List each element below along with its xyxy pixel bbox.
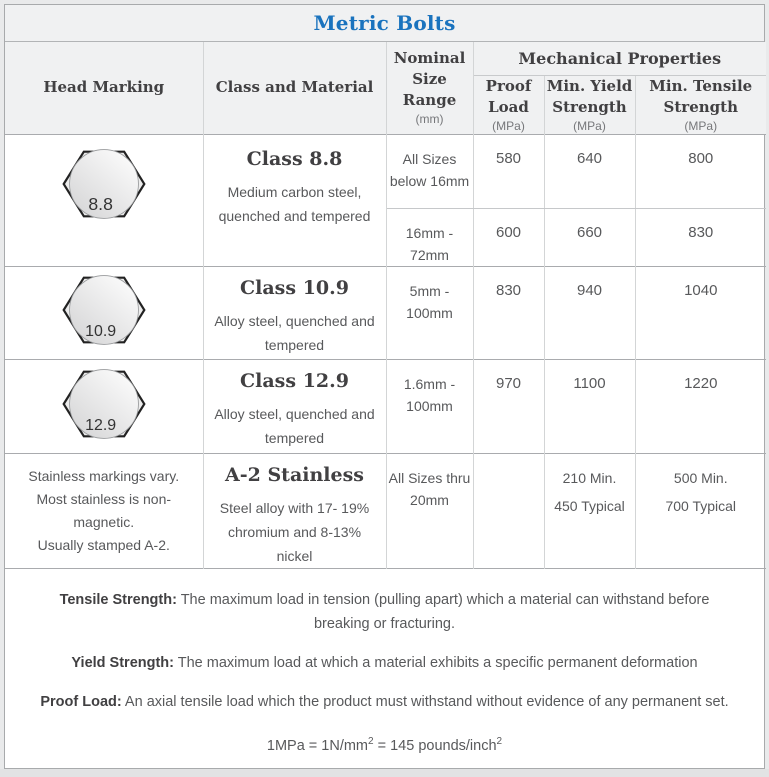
- col-header-head-marking: Head Marking: [5, 42, 203, 134]
- min-yield-min: 210 Min.: [562, 469, 617, 486]
- proof-load-value: [473, 453, 544, 568]
- size-range-cell: All Sizes thru 20mm: [386, 453, 473, 568]
- head-marking-cell-10-9: [5, 266, 203, 359]
- note-text: The maximum load at which a material exhibits a specific permanent deformation: [173, 654, 698, 671]
- unit-mm: (mm): [415, 112, 444, 127]
- metric-bolts-table: [5, 42, 766, 569]
- hex-bolt-head-icon: [62, 366, 146, 442]
- note-label: Yield Strength:: [71, 654, 174, 671]
- proof-load-value: 830: [473, 266, 544, 359]
- min-tensile-typical: 700 Typical: [665, 497, 737, 514]
- class-cell-10-9: [203, 266, 386, 359]
- min-yield-value: 940: [544, 266, 635, 359]
- col-header-min-tensile: [635, 75, 766, 134]
- class-name: Class 12.9: [240, 369, 349, 392]
- table-header: [5, 42, 766, 134]
- unit-mpa: (MPa): [684, 118, 718, 133]
- min-tensile-min: 500 Min.: [673, 469, 728, 486]
- min-yield-label: Min. Yield Strength: [546, 76, 633, 116]
- min-yield-value: 660: [544, 208, 635, 266]
- min-tensile-value: 830: [688, 223, 714, 241]
- conversion-superscript: 2: [496, 735, 503, 747]
- min-yield-typical: 450 Typical: [554, 497, 625, 514]
- conversion-superscript: 2: [368, 735, 374, 747]
- table-row-class-10-9: [5, 266, 766, 359]
- class-cell-a2: [203, 453, 386, 568]
- table-row-class-8-8-a: [5, 134, 766, 208]
- col-header-min-yield: [544, 75, 635, 134]
- min-yield-value: [544, 453, 635, 568]
- note-text: The maximum load in tension (pulling apart) which a material can withstand before breaking or fracturing.: [176, 591, 710, 632]
- header-row-top: [5, 42, 766, 75]
- class-description: Alloy steel, quenched and tempered: [214, 312, 375, 353]
- min-tensile-value: 800: [635, 134, 766, 208]
- min-yield-value: 1100: [544, 359, 635, 453]
- conversion-text: 1MPa = 1N/mm: [266, 737, 369, 754]
- class-description: Steel alloy with 17- 19% chromium and 8-13% nickel: [219, 499, 370, 564]
- head-marking-stamp: 12.9: [84, 416, 116, 434]
- hex-bolt-head-icon: [62, 146, 146, 222]
- proof-load-value: 600: [473, 208, 544, 266]
- head-marking-stamp: 10.9: [84, 322, 116, 340]
- note-tensile-strength: [33, 588, 736, 636]
- size-range-cell: 5mm - 100mm: [386, 266, 473, 359]
- table-row-a2-stainless: [5, 453, 766, 568]
- table-body: [5, 134, 766, 568]
- unit-mpa: (MPa): [492, 118, 525, 133]
- class-name: Class 10.9: [240, 276, 349, 299]
- head-marking-stamp: 8.8: [88, 193, 113, 214]
- page-title: Metric Bolts: [5, 5, 764, 42]
- stainless-note-line: Usually stamped A-2.: [37, 536, 170, 553]
- col-header-class-material: Class and Material: [203, 42, 386, 134]
- min-tensile-label: Min. Tensile Strength: [649, 76, 753, 116]
- size-range-cell: 16mm - 72mm: [386, 208, 473, 266]
- note-label: Proof Load:: [40, 693, 122, 710]
- class-cell-12-9: [203, 359, 386, 453]
- stainless-note-line: Stainless markings vary.: [28, 467, 180, 484]
- min-tensile-value: [635, 453, 766, 568]
- class-description: Medium carbon steel, quenched and tempered: [218, 183, 371, 224]
- proof-load-label: Proof Load: [485, 76, 532, 116]
- note-text: An axial tensile load which the product must withstand without evidence of any permanent set.: [121, 693, 729, 710]
- page-background-strip: [0, 769, 769, 777]
- head-marking-cell-8-8: [5, 134, 203, 266]
- class-name: A-2 Stainless: [224, 463, 364, 486]
- metric-bolts-table-card: [4, 4, 765, 769]
- proof-load-value: 970: [473, 359, 544, 453]
- class-description: Alloy steel, quenched and tempered: [214, 405, 375, 446]
- page: [0, 4, 769, 762]
- unit-mpa: (MPa): [573, 118, 606, 133]
- head-marking-note-a2: [5, 453, 203, 568]
- proof-load-value: 580: [473, 134, 544, 208]
- min-yield-value: 640: [544, 134, 635, 208]
- size-range-cell: 1.6mm - 100mm: [386, 359, 473, 453]
- min-tensile-value: 1040: [684, 281, 718, 299]
- class-name: Class 8.8: [246, 147, 343, 170]
- col-header-mechanical-properties: Mechanical Properties: [473, 42, 766, 75]
- note-proof-load: [33, 690, 736, 714]
- col-header-proof-load: [473, 75, 544, 134]
- min-tensile-value: 1220: [684, 374, 718, 392]
- class-cell-8-8: [203, 134, 386, 266]
- col-header-nominal-size: [386, 42, 473, 134]
- table-row-class-12-9: [5, 359, 766, 453]
- hex-bolt-head-icon: [62, 272, 146, 348]
- definitions-notes: [5, 569, 764, 769]
- size-range-cell: All Sizes below 16mm: [386, 134, 473, 208]
- note-yield-strength: [33, 651, 736, 675]
- col-header-nominal-size-label: Nominal Size Range: [393, 49, 466, 110]
- conversion-text: = 145 pounds/inch: [373, 737, 497, 754]
- note-label: Tensile Strength:: [59, 591, 177, 608]
- head-marking-cell-12-9: [5, 359, 203, 453]
- mpa-conversion-note: [33, 731, 736, 757]
- stainless-note-line: Most stainless is non-magnetic.: [36, 490, 172, 530]
